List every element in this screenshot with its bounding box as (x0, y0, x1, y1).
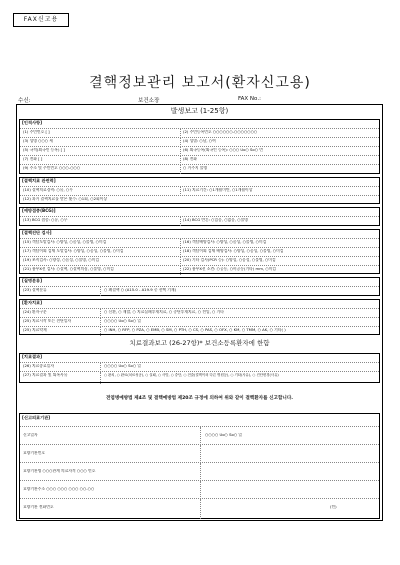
section2-title: 치료결과보고 (26-27항)* 보건소등록환자에 한함 (129, 339, 270, 347)
cell[interactable]: (20) 기타 검사(PCR 등): ○양성, ○음성, ○불명, ○미검 (183, 258, 276, 262)
org-label: 보건소장 (138, 98, 160, 104)
diagnosis-section (19, 229, 380, 274)
cell[interactable]: (15) 객담도말검사: ○양성, ○음성, ○불명, ○미검 (23, 240, 107, 244)
cell[interactable]: (12) 과거 결핵치료를 받은 횟수: ○1회, ○2회이상 (23, 197, 107, 201)
cell: (25) 치료약제 (23, 328, 47, 332)
receiver-label: 수신: (18, 98, 31, 104)
table-row (20, 462, 379, 481)
disease-section (19, 277, 380, 296)
cell[interactable]: (22) 흉부X선 소견: ○공동, ○비공동(기타) mm, ○미검 (183, 267, 276, 271)
cell[interactable]: (8) 전화 (183, 157, 197, 161)
table-row (20, 326, 379, 336)
cell[interactable]: (13) BCG 접종: ○유, ○무 (23, 218, 68, 222)
cell: 요양기관주소 ○○○ ○○○ ○○○ ○○-○○ (23, 487, 95, 491)
cell[interactable]: (21) 흉부X선 검사: ○결핵, ○결핵의심, ○불명, ○미검 (23, 267, 114, 271)
result-section (19, 353, 380, 383)
document-title: 결핵정보관리 보고서(환자신고용) (89, 75, 311, 91)
cell[interactable]: (1) 주민번호 [ ] (23, 130, 50, 134)
cell[interactable]: ○○○○ Uo○ So○ 일 (104, 364, 142, 368)
cell[interactable]: ○ INH, ○ RFP, ○ PZA, ○ EMB, ○ SM, ○ PTH, ○ CS, ○ PAS, ○ OFX, ○ KM, ○ TMM, ○ AK, ○ 기타( ) (104, 328, 286, 332)
treatment-header: [환자치료] (22, 300, 43, 305)
cell: 신고일자 (23, 433, 38, 437)
cell[interactable]: (18) 객담이외 검체 배양검사: ○양성, ○음성, ○불명, ○미검 (183, 249, 284, 253)
cell[interactable]: (2) 주민등록번호 ○○○○○○-○○○○○○○ (183, 130, 258, 134)
report-form (16, 104, 383, 521)
table-row (20, 498, 379, 519)
cell[interactable]: (5) 국적(외국인 등록) [ ] (23, 148, 65, 152)
cell: (27) 치료결과 및 퇴록사유 (23, 373, 68, 377)
table-row (20, 195, 379, 205)
legal-notice: 전염병예방법 제4조 및 결핵예방법 제20조 규정에 의하여 위와 같이 결핵환자를 신고합니다. (105, 396, 294, 401)
cell[interactable]: (10) 결핵치료경력: ○유, ○무 (23, 188, 73, 192)
cell: 요양기관 전화번호 (23, 505, 54, 509)
diagnosis-header: [결핵진단 검사] (22, 230, 52, 235)
seal-mark: (인) (330, 505, 337, 509)
cell[interactable]: (14) BCG 반흔: ○있음, ○없음, ○불명 (183, 218, 248, 222)
table-row (20, 265, 379, 275)
cell[interactable]: (7) 전화 [ ] (23, 157, 43, 161)
cell: (25) 치료시작 또는 진단일자 (23, 319, 72, 323)
fax-label: FAX신고용 (13, 13, 69, 27)
reporter-section (19, 413, 380, 519)
patient-header: [인적사항] (22, 120, 43, 125)
cell[interactable]: (16) 객담배양검사: ○양성, ○음성, ○불명, ○미검 (183, 240, 267, 244)
cell[interactable]: (6) 외국등록(외국인 등록): ○○○ Uo○ So○ 번 (183, 148, 263, 152)
cell[interactable]: ○○○○ Uo○ So○ 일 (104, 319, 142, 323)
table-row (20, 216, 379, 226)
result-header: [치료결과] (22, 354, 43, 359)
treatment-section (19, 299, 380, 335)
reporter-header: [신고의료기관] (22, 415, 51, 420)
table-row (20, 480, 379, 499)
cell[interactable]: ○ 신환, ○ 재발, ○ 치료실패후재치료, ○ 중단후재치료, ○ 전입, ○ 기타 (104, 310, 224, 314)
bcg-header: [예방접종(BCG)] (22, 208, 56, 213)
fax-no-label: FAX No.: (238, 96, 261, 102)
cell[interactable]: ○○○○ Uo○ So○ 일 (205, 433, 243, 437)
cell[interactable]: (19) 조직검사: ○양성, ○음성, ○불명, ○미검 (23, 258, 99, 262)
cell: (24) 환자구분 (23, 310, 47, 314)
disease-header: [질병분류] (22, 278, 43, 283)
cell[interactable]: ○ 완치, ○ 완료(치료성공), ○ 실패, ○ 사망, ○ 중단, ○ 전출(결핵이외 다른 병원등), ○ 기타(사유), ○ 진단변경(사유) (104, 373, 279, 377)
cell[interactable]: (11) 치료기간: ○1개월미만, ○1개월이상 (183, 188, 253, 192)
bcg-section (19, 207, 380, 226)
history-section (19, 177, 380, 204)
table-row (20, 371, 379, 384)
cell[interactable]: (3) 성명 ○○○ 세 (23, 139, 53, 143)
cell: (23) 결핵분류 (23, 288, 47, 292)
cell: 요양기관명 ○○○관계 의료자격 ○○○ 번호 (23, 469, 96, 473)
cell: 요양기관번호 (23, 451, 46, 455)
section1-title: 발생보고 (1-25항) (170, 107, 229, 115)
cell[interactable]: (9) 주소 및 주민번호 ○○○-○○○ (23, 166, 81, 170)
table-row (20, 164, 379, 174)
cell[interactable]: (4) 성별: ○남, ○여 (183, 139, 216, 143)
cell[interactable]: (17) 객담이외 검체 도말검사: ○양성, ○음성, ○불명, ○미검 (23, 249, 124, 253)
cell[interactable]: ○ 거주지 불명 (183, 166, 208, 170)
table-row (20, 426, 379, 445)
cell: (26) 치료종료일자 (23, 364, 55, 368)
patient-section (19, 119, 380, 174)
history-header: [결핵치료 관련력] (22, 178, 56, 183)
cell[interactable]: ○ 폐결핵 ○ (A15.0 - A19.9 중 선택 기재) (104, 288, 177, 292)
table-row (20, 286, 379, 296)
table-row (20, 444, 379, 463)
